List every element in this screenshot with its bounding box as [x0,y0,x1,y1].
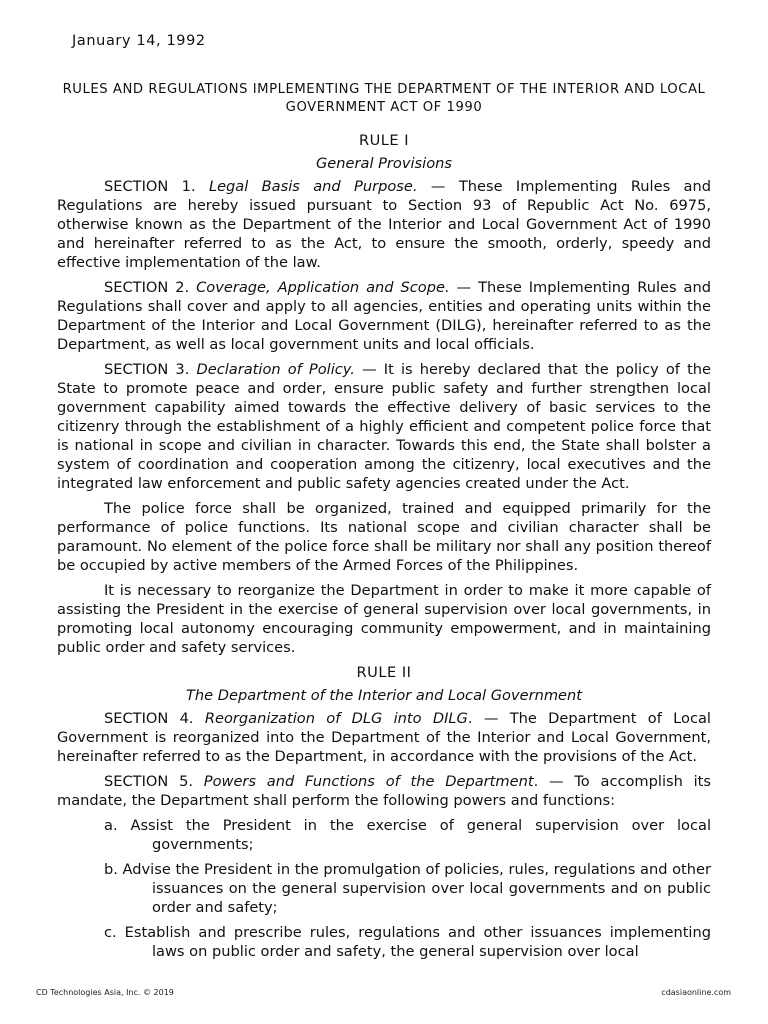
section-title: Powers and Functions of the Department [203,773,534,790]
section-body: — It is hereby declared that the policy of the State to promote peace and order, ensure public safety and further strengthen local government capability aimed towards the effective delivery of basic services to the citizenry through the establishment of a highly efficient and competent police force that is national in scope and civilian in character. Towards this end, the State shall bolster a system of coordination and cooperation among the citizenry, local executives and the integrated law enforcement and public safety agencies created under the Act. [57,361,712,492]
document-body [57,131,711,967]
section-3 [57,360,711,493]
list-item: a. Assist the President in the exercise of general supervision over local governments; [104,817,711,853]
section-1 [57,177,711,272]
section-lead: SECTION 5. [104,773,204,790]
section-lead: SECTION 1. [104,178,209,195]
section-title: Legal Basis and Purpose. [208,178,418,195]
section-title: Reorganization of DLG into DILG [204,710,468,727]
section-body: — These Implementing Rules and Regulations shall cover and apply to all agencies, entities and operating units within the Department of the Interior and Local Government (DILG), hereinafter referred to as the Department, as well as local government units and local officials. [57,279,711,353]
document-date: January 14, 1992 [72,33,206,49]
rule-subheading: General Provisions [315,155,452,172]
section-body: . — To accomplish its mandate, the Department shall perform the following powers and functions: [57,773,712,809]
section-title: Declaration of Policy. [196,361,355,378]
section-4 [57,709,711,766]
paragraph-police-force: The police force shall be organized, trained and equipped primarily for the performance of police functions. Its national scope and civilian character shall be paramount. No element of the police force shall be military nor shall any position thereof be occupied by active members of the Armed Forces of the Philippines. [57,500,711,574]
list-item: b. Advise the President in the promulgation of policies, rules, regulations and other issuances on the general supervision over local governments and on public order and safety; [104,861,711,916]
footer-site: cdasiaonline.com [661,988,731,997]
rule-subheading: The Department of the Interior and Local Government [186,687,582,704]
powers-list [57,816,711,961]
section-body: . — The Department of Local Government is reorganized into the Department of the Interior and Local Government, hereinafter referred to as the Department, in accordance with the provisions of the Act. [57,710,711,765]
document-title: RULES AND REGULATIONS IMPLEMENTING THE DEPARTMENT OF THE INTERIOR AND LOCAL GOVERNMENT ACT OF 1990 [62,82,706,115]
rule-heading: RULE II [356,664,412,681]
section-lead: SECTION 2. [104,279,197,296]
section-title: Coverage, Application and Scope. [196,279,450,296]
section-lead: SECTION 4. [104,710,205,727]
footer-copyright: CD Technologies Asia, Inc. © 2019 [36,988,174,997]
section-lead: SECTION 3. [104,361,197,378]
section-5 [57,772,711,810]
paragraph-reorganize: It is necessary to reorganize the Department in order to make it more capable of assisting the President in the exercise of general supervision over local governments, in promoting local autonomy encouraging community empowerment, and in maintaining public order and safety services. [57,582,711,656]
list-item: c. Establish and prescribe rules, regulations and other issuances implementing laws on public order and safety, the general supervision over local [104,924,711,960]
section-2 [57,278,711,354]
rule-heading: RULE I [358,132,410,149]
section-body: — These Implementing Rules and Regulations are hereby issued pursuant to Section 93 of Republic Act No. 6975, otherwise known as the Department of the Interior and Local Government Act of 1990 and hereinafter referred to as the Act, to ensure the smooth, orderly, speedy and effective implementation of the law. [57,178,711,271]
